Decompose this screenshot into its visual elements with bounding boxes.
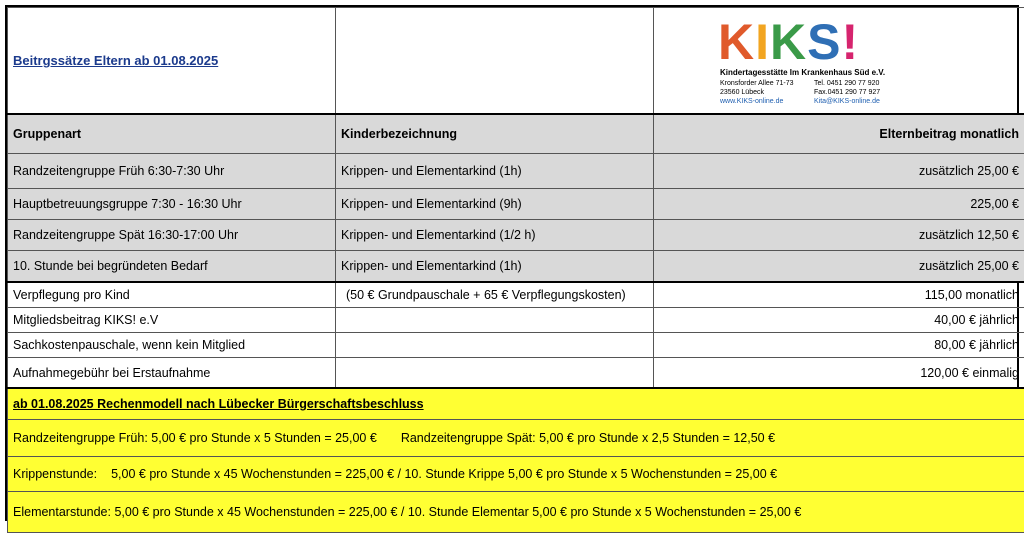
fee-sheet (5, 5, 1019, 521)
group-cell: 10. Stunde bei begründeten Bedarf (8, 251, 336, 283)
extra-label: Sachkostenpauschale, wenn kein Mitglied (8, 333, 336, 358)
extra-fee: 120,00 € einmalig (654, 358, 1024, 389)
logo-letter-exclam: ! (841, 14, 859, 70)
extra-label: Aufnahmegebühr bei Erstaufnahme (8, 358, 336, 389)
fee-cell: zusätzlich 25,00 € (654, 154, 1024, 189)
logo-subtitle: Kindertagesstätte Im Krankenhaus Süd e.V. (720, 68, 885, 77)
logo-tel: Tel. 0451 290 77 920 (814, 79, 880, 88)
logo-fax: Fax.0451 290 77 927 (814, 88, 880, 97)
table-row (8, 189, 1024, 220)
logo-cell (654, 8, 1024, 115)
child-cell: Krippen- und Elementarkind (1h) (336, 251, 654, 283)
title-cell (8, 8, 336, 115)
extra-fee: 40,00 € jährlich (654, 308, 1024, 333)
logo-letters (718, 20, 859, 64)
model-title-row (8, 388, 1024, 420)
child-cell: Krippen- und Elementarkind (1h) (336, 154, 654, 189)
model-line-2 (8, 457, 1024, 492)
model-line-3: Elementarstunde: 5,00 € pro Stunde x 45 Wochenstunden = 225,00 € / 10. Stunde Elementar 5,00 € pro Stunde x 5 Wochenstunden = 25,00 € (8, 492, 1024, 533)
table-row (8, 251, 1024, 283)
logo-letter-k: K (718, 14, 755, 70)
model-row (8, 492, 1024, 533)
fee-table (7, 7, 1024, 533)
model-line-1 (8, 420, 1024, 457)
model-line-2a: Krippenstunde: (13, 467, 97, 481)
header-row (8, 8, 1024, 115)
fee-cell: zusätzlich 12,50 € (654, 220, 1024, 251)
page-title: Beitrgssätze Eltern ab 01.08.2025 (13, 53, 218, 68)
extra-label: Verpflegung pro Kind (8, 282, 336, 308)
col-child: Kinderbezeichnung (336, 114, 654, 154)
extra-row (8, 333, 1024, 358)
group-cell: Hauptbetreuungsgruppe 7:30 - 16:30 Uhr (8, 189, 336, 220)
column-header-row (8, 114, 1024, 154)
logo-mail: Kita@KIKS-online.de (814, 97, 880, 106)
table-row (8, 154, 1024, 189)
extra-fee: 80,00 € jährlich (654, 333, 1024, 358)
logo-street: Kronsforder Allee 71-73 (720, 79, 794, 88)
fee-cell: 225,00 € (654, 189, 1024, 220)
extra-detail (336, 308, 654, 333)
group-cell: Randzeitengruppe Früh 6:30-7:30 Uhr (8, 154, 336, 189)
logo-city: 23560 Lübeck (720, 88, 794, 97)
extra-detail (336, 333, 654, 358)
logo-contact (814, 79, 880, 106)
logo-letter-s: S (807, 14, 841, 70)
model-line-1a: Randzeitengruppe Früh: 5,00 € pro Stunde x 5 Stunden = 25,00 € (13, 431, 377, 445)
extra-label: Mitgliedsbeitrag KIKS! e.V (8, 308, 336, 333)
extra-fee: 115,00 monatlich (654, 282, 1024, 308)
extra-detail: (50 € Grundpauschale + 65 € Verpflegungskosten) (336, 282, 654, 308)
model-title: ab 01.08.2025 Rechenmodell nach Lübecker Bürgerschaftsbeschluss (8, 388, 1024, 420)
extra-row (8, 358, 1024, 389)
model-row (8, 457, 1024, 492)
extra-detail (336, 358, 654, 389)
extra-row (8, 282, 1024, 308)
col-group: Gruppenart (8, 114, 336, 154)
logo-web: www.KIKS-online.de (720, 97, 794, 106)
table-row (8, 220, 1024, 251)
model-row (8, 420, 1024, 457)
kiks-logo (718, 20, 918, 112)
child-cell: Krippen- und Elementarkind (9h) (336, 189, 654, 220)
child-cell: Krippen- und Elementarkind (1/2 h) (336, 220, 654, 251)
col-fee: Elternbeitrag monatlich (654, 114, 1024, 154)
logo-letter-k2: K (770, 14, 807, 70)
logo-address (720, 79, 794, 106)
model-line-2b: 5,00 € pro Stunde x 45 Wochenstunden = 225,00 € / 10. Stunde Krippe 5,00 € pro Stunde x 5 Wochenstunden = 25,00 € (111, 467, 777, 481)
logo-letter-i: I (755, 14, 770, 70)
group-cell: Randzeitengruppe Spät 16:30-17:00 Uhr (8, 220, 336, 251)
extra-row (8, 308, 1024, 333)
model-line-1b: Randzeitengruppe Spät: 5,00 € pro Stunde x 2,5 Stunden = 12,50 € (401, 431, 775, 445)
empty-header-cell (336, 8, 654, 115)
fee-cell: zusätzlich 25,00 € (654, 251, 1024, 283)
